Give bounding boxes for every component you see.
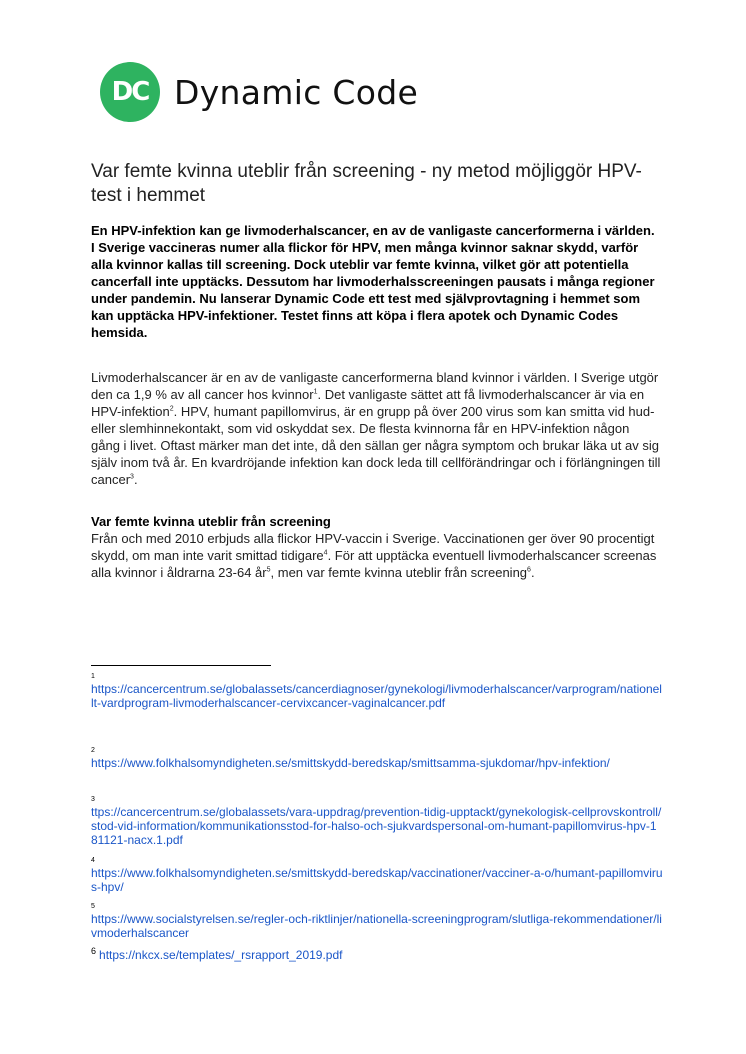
body1-text-4: . bbox=[133, 472, 138, 487]
footnote-ref-1[interactable]: 1 bbox=[313, 388, 318, 396]
footnote-6 bbox=[91, 948, 663, 962]
footnote-link-3[interactable]: ttps://cancercentrum.se/globalassets/vara-uppdrag/prevention-tidig-upptackt/gynekologisk-cellprovskontroll/stod-vid-information/kommunikationsstod-for-halso-och-sjukvardspersonal-om-humant-papillomvirus-hpv-181121-nacx.1.pdf bbox=[91, 805, 662, 847]
body1-text-3: . HPV, humant papillomvirus, är en grupp på över 200 virus som kan smitta vid hud- eller slemhinnekontakt, som vid oskyddat sex. De flesta kvinnorna får en HPV-infektion någon gång i livet. Oftast märker man det inte, då den sällan ger några symptom och brukar läka ut av sig själv inom två år. En kvardröjande infektion kan dock leda till cellförändringar och i förlängningen till cancer bbox=[91, 404, 661, 487]
footnote-ref-4[interactable]: 4 bbox=[323, 549, 328, 557]
body2-text-2: . För att upptäcka eventuell livmoderhalscancer screenas alla kvinnor i åldrarna 23-64 år bbox=[91, 548, 657, 580]
section-heading: Var femte kvinna uteblir från screening bbox=[91, 514, 331, 529]
footnote-5 bbox=[91, 902, 663, 940]
footnote-number: 4 bbox=[91, 857, 95, 864]
body-paragraph-1 bbox=[91, 369, 661, 488]
body2-text-4: . bbox=[530, 565, 535, 580]
footnote-ref-2[interactable]: 2 bbox=[169, 405, 174, 413]
footnote-number: 6 bbox=[91, 946, 97, 956]
footnote-link-2[interactable]: https://www.folkhalsomyndigheten.se/smittskydd-beredskap/smittsamma-sjukdomar/hpv-infektion/ bbox=[91, 756, 610, 770]
footnote-link-1[interactable]: https://cancercentrum.se/globalassets/cancerdiagnoser/gynekologi/livmoderhalscancer/varprogram/nationellt-vardprogram-livmoderhalscancer-cervixcancer-vaginalcancer.pdf bbox=[91, 682, 662, 710]
body2-text-3: , men var femte kvinna uteblir från screening bbox=[270, 565, 528, 580]
footnote-number: 2 bbox=[91, 747, 95, 754]
company-logo bbox=[100, 52, 418, 132]
footnote-link-5[interactable]: https://www.socialstyrelsen.se/regler-och-riktlinjer/nationella-screeningprogram/slutliga-rekommendationer/livmoderhalscancer bbox=[91, 912, 662, 940]
footnote-3 bbox=[91, 795, 663, 847]
footnote-4 bbox=[91, 856, 663, 894]
footnote-ref-5[interactable]: 5 bbox=[266, 566, 271, 574]
logo-wordmark: Dynamic Code bbox=[174, 72, 419, 112]
lead-paragraph: En HPV-infektion kan ge livmoderhalscancer, en av de vanligaste cancerformerna i världen. I Sverige vaccineras numer alla flickor för HPV, men många kvinnor saknar skydd, varför alla kvinnor kallas till screening. Dock uteblir var femte kvinna, vilket gör att potentiella cancerfall inte upptäcks. Dessutom har livmoderhalsscreeningen pausats i många regioner under pandemin. Nu lanserar Dynamic Code ett test med självprovtagning i hemmet som kan upptäcka HPV-infektioner. Testet finns att köpa i flera apotek och Dynamic Codes hemsida. bbox=[91, 223, 655, 340]
footnote-divider bbox=[91, 665, 271, 666]
footnote-number: 3 bbox=[91, 796, 95, 803]
footnote-link-6[interactable]: https://nkcx.se/templates/_rsrapport_2019.pdf bbox=[99, 948, 343, 962]
body2-text-1: Från och med 2010 erbjuds alla flickor HPV-vaccin i Sverige. Vaccinationen ger över 90 procentigt skydd, om man inte varit smittad tidigare bbox=[91, 531, 655, 563]
body1-text-1: Livmoderhalscancer är en av de vanligaste cancerformerna bland kvinnor i världen. I Sverige utgör den ca 1,9 % av all cancer hos kvinnor bbox=[91, 370, 659, 402]
page-title: Var femte kvinna uteblir från screening - ny metod möjliggör HPV-test i hemmet bbox=[91, 161, 642, 206]
footnote-number: 1 bbox=[91, 673, 95, 680]
footnote-ref-3[interactable]: 3 bbox=[130, 473, 134, 481]
footnote-ref-6[interactable]: 6 bbox=[527, 566, 531, 574]
logo-mark: DC bbox=[100, 62, 160, 122]
body1-text-2: . Det vanligaste sättet att få livmoderhalscancer är via en HPV-infektion bbox=[91, 387, 645, 419]
footnote-number: 5 bbox=[91, 903, 95, 910]
footnote-link-4[interactable]: https://www.folkhalsomyndigheten.se/smittskydd-beredskap/vaccinationer/vacciner-a-o/humant-papillomvirus-hpv/ bbox=[91, 866, 663, 894]
footnote-1 bbox=[91, 672, 663, 710]
body-paragraph-2 bbox=[91, 530, 661, 581]
footnote-2 bbox=[91, 746, 663, 770]
